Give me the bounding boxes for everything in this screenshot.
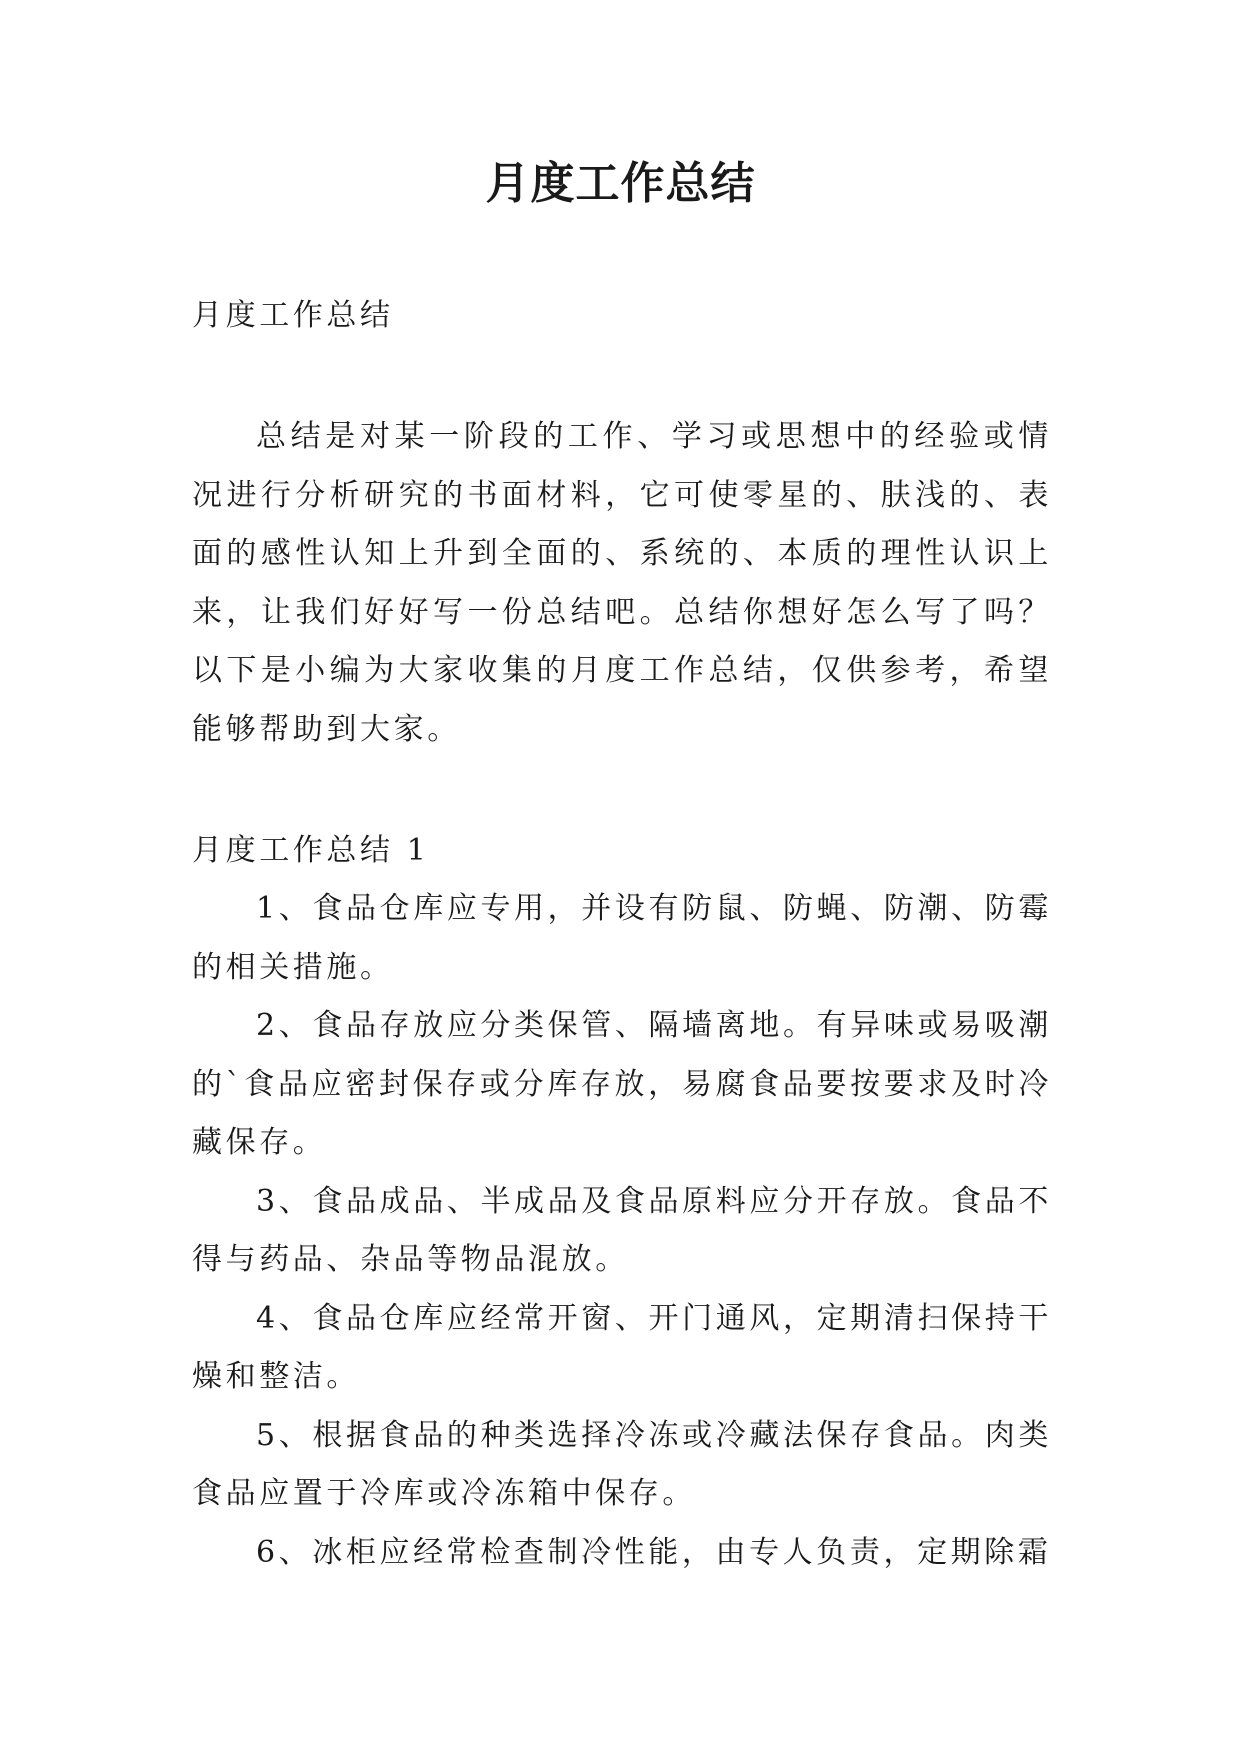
intro-line: 感性认知上升到全面的、系统的、本质的理性认识上来，让	[192, 536, 1052, 630]
list-item	[192, 1524, 1052, 1583]
item-line: 的相关措施。	[192, 949, 394, 985]
intro-line: 我们好好写一份总结吧。总结你想好怎么写了吗？以下是小	[192, 594, 1052, 688]
item-line: 食品应置于冷库或冷冻箱中保存。	[192, 1476, 696, 1511]
item-line: 的`食品应密封保存或分库存放，易腐食品要按要求及时冷	[192, 1066, 1052, 1102]
document-body	[192, 287, 1052, 1582]
intro-line: 总结是对某一阶段的工作、学习或思想中的经验或情况	[192, 419, 1052, 513]
list-item	[192, 997, 1052, 1173]
item-line: 3、食品成品、半成品及食品原料应分开存放。食品不	[256, 1183, 1052, 1219]
list-item	[192, 1173, 1052, 1290]
list-item	[192, 1407, 1052, 1524]
list-item	[192, 880, 1052, 997]
item-line: 1、食品仓库应专用，并设有防鼠、防蝇、防潮、防霉	[256, 891, 1052, 926]
list-item	[192, 1290, 1052, 1407]
document-subtitle: 月度工作总结	[192, 298, 394, 333]
document-title: 月度工作总结	[485, 158, 756, 209]
item-line: 2、食品存放应分类保管、隔墙离地。有异味或易吸潮	[256, 1008, 1052, 1043]
section-heading: 月度工作总结 1	[192, 833, 430, 868]
item-line: 5、根据食品的种类选择冷冻或冷藏法保存食品。肉类	[256, 1417, 1052, 1453]
item-line: 6、冰柜应经常检查制冷性能，由专人负责，定期除霜	[256, 1534, 1052, 1570]
item-line: 4、食品仓库应经常开窗、开门通风，定期清扫保持干	[256, 1300, 1052, 1336]
intro-line: 大家。	[360, 711, 461, 747]
intro-paragraph	[192, 408, 1052, 759]
item-line: 藏保存。	[192, 1125, 327, 1160]
intro-line: 编为大家收集的月度工作总结，仅供参考，希望能够帮助到	[192, 653, 1052, 747]
intro-line: 进行分析研究的书面材料，它可使零星的、肤浅的、表面的	[192, 477, 1052, 571]
item-line: 得与药品、杂品等物品混放。	[192, 1242, 629, 1277]
item-line: 燥和整洁。	[192, 1359, 360, 1394]
